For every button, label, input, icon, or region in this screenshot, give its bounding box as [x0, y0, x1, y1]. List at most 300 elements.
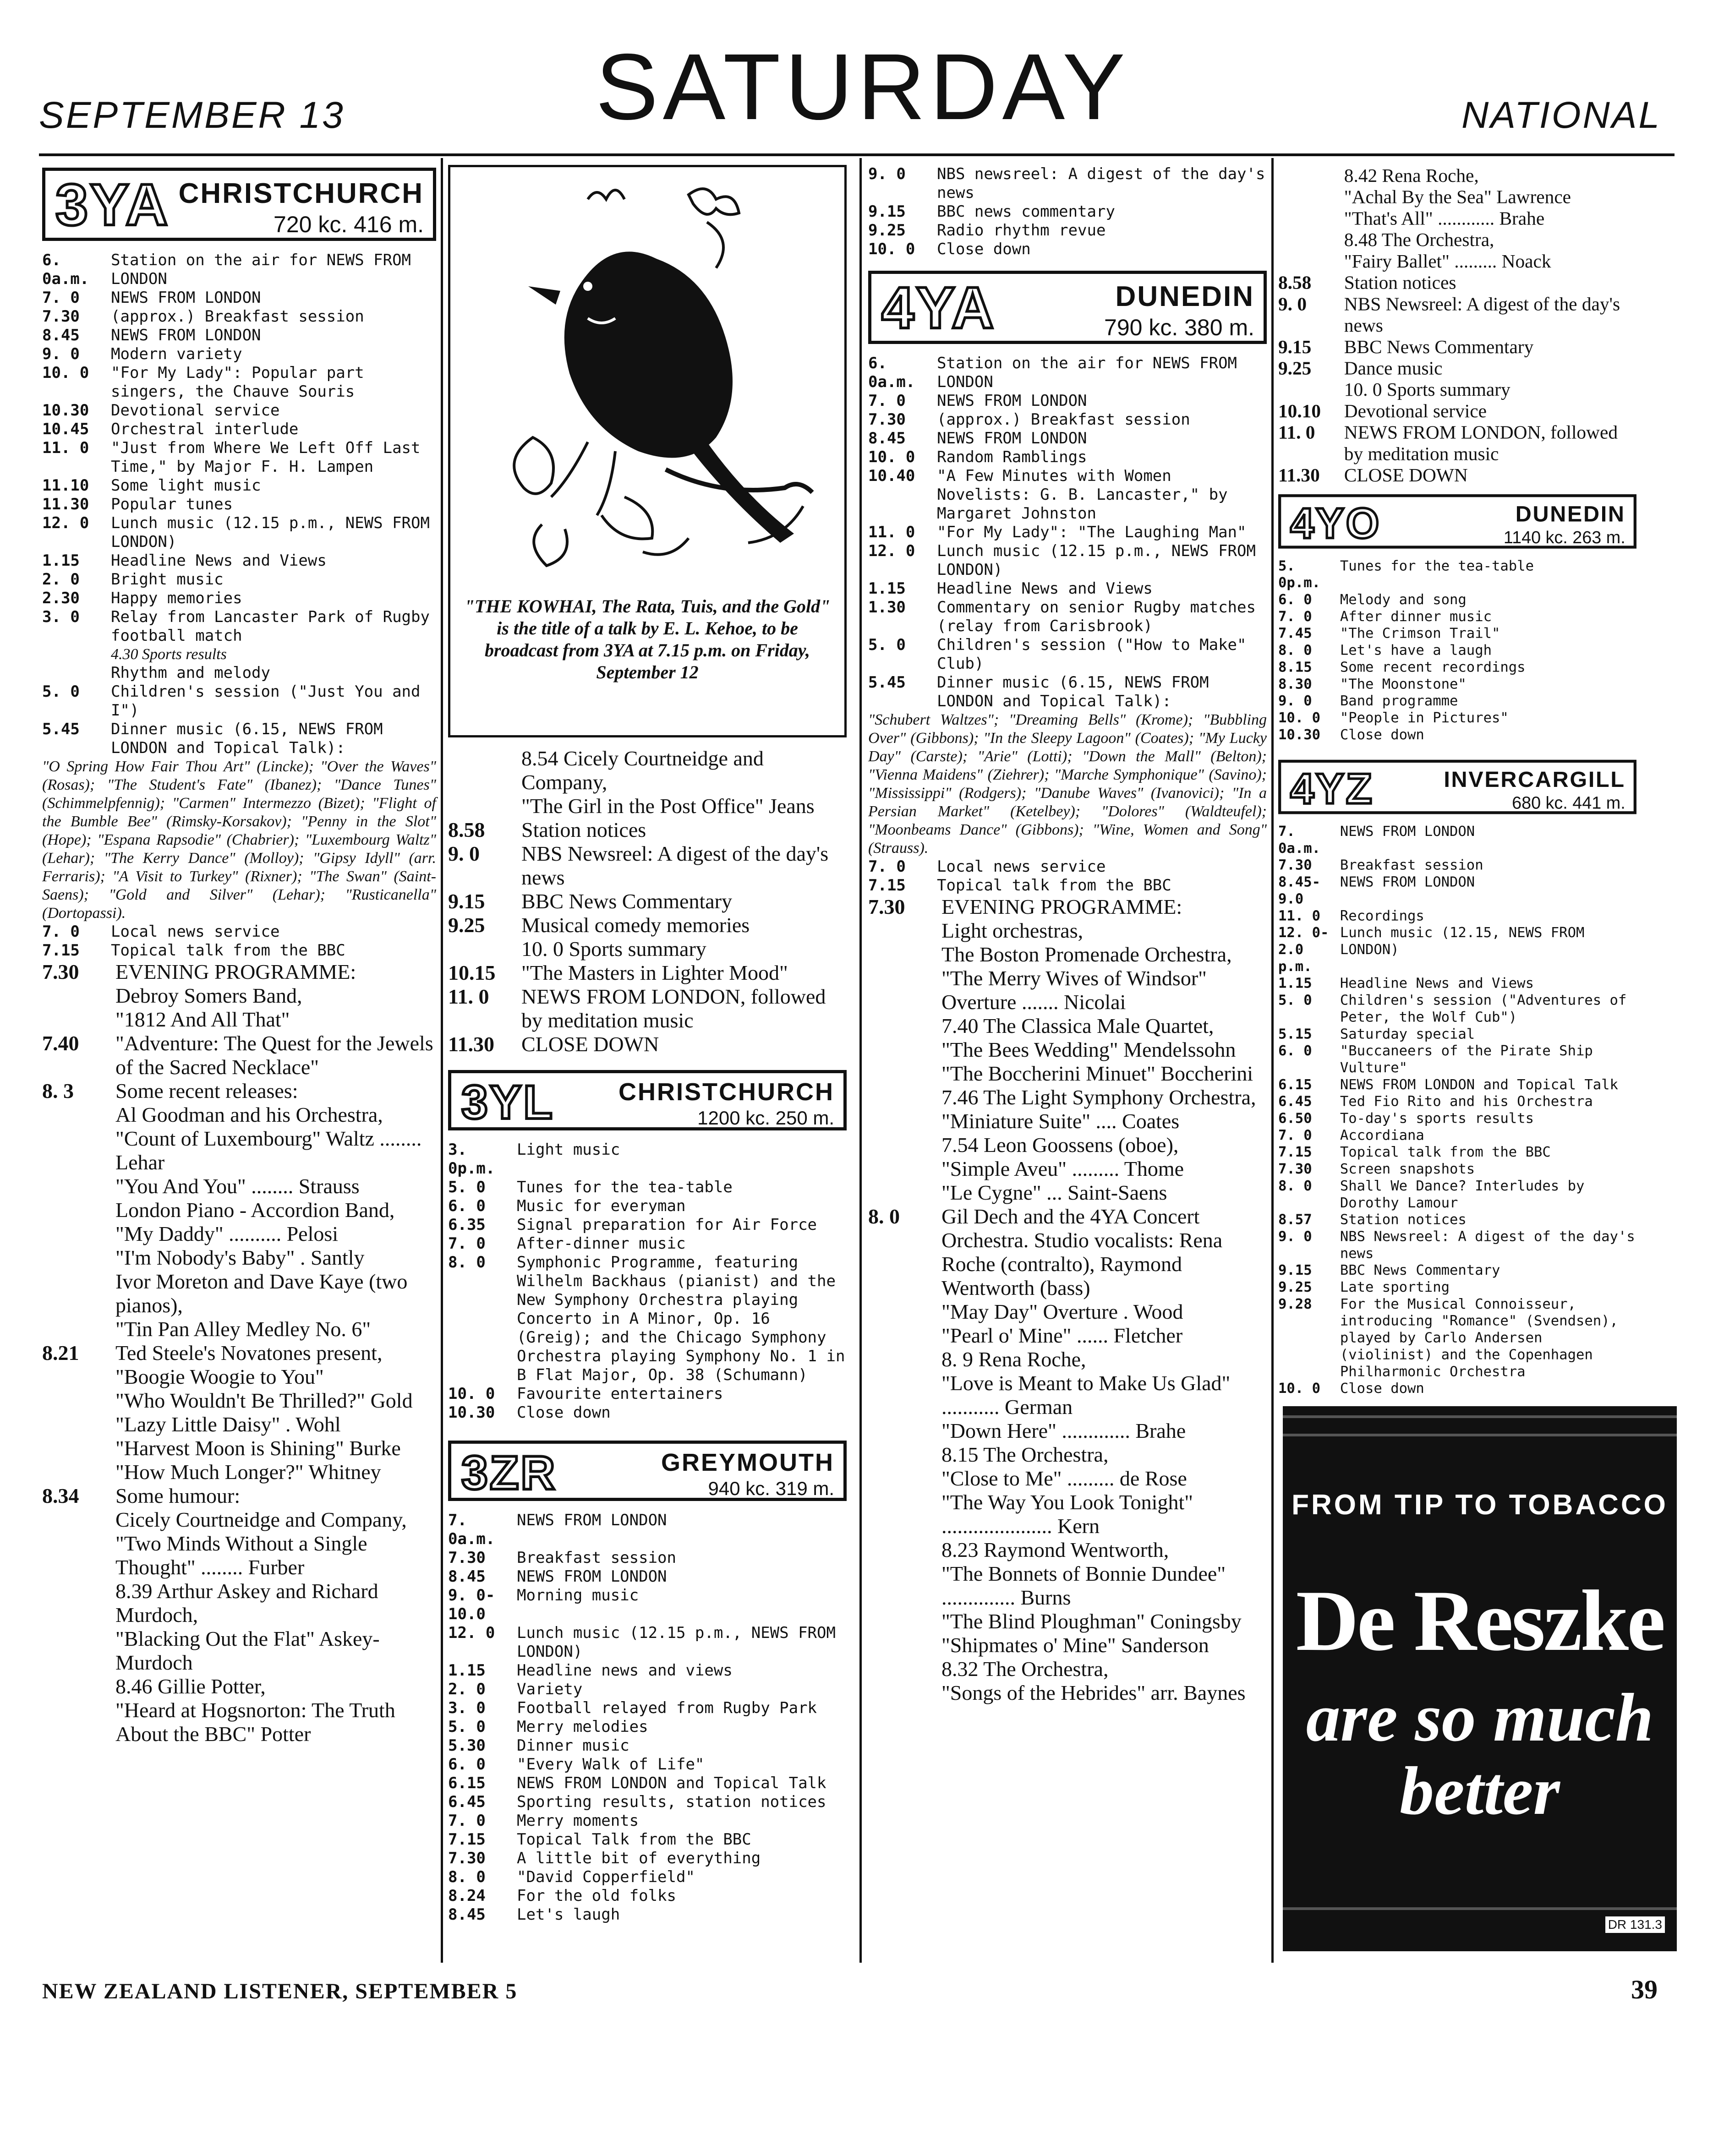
entry-text: Station notices	[1340, 1211, 1467, 1228]
entry-text: NEWS FROM LONDON	[937, 392, 1087, 410]
entry-text: Local news service	[111, 922, 280, 941]
entry-text: Signal preparation for Air Force	[517, 1216, 817, 1234]
entry-text: BBC news commentary	[937, 202, 1115, 221]
schedule-entry	[868, 240, 1267, 259]
entry-time: 9.15	[1278, 1262, 1312, 1279]
entry-text: Children's session ("Just You and I")	[111, 682, 421, 720]
schedule-3zr-late	[868, 165, 1267, 259]
entry-time: 8. 0	[868, 1205, 900, 1228]
entry-text: "The Merry Wives of Windsor" Overture ....... Nicolai	[941, 966, 1207, 1014]
entry-text: Station on the air for NEWS FROM LONDON	[111, 251, 411, 288]
advert-code: DR 131.3	[1605, 1916, 1665, 1933]
entry-text: "Heard at Hogsnorton: The Truth About the BBC" Potter	[115, 1698, 395, 1746]
entry-time: 8. 0	[1278, 1178, 1312, 1194]
schedule-entry	[448, 1755, 847, 1774]
entry-text: Some recent recordings	[1340, 659, 1526, 676]
entry-time: 11. 0	[1278, 421, 1315, 443]
schedule-entry	[868, 943, 1267, 966]
entry-time: 8.45	[868, 429, 906, 448]
entry-text: Dinner music (6.15, NEWS FROM LONDON and Topical Talk):	[111, 720, 383, 757]
entry-time: 5.30	[448, 1736, 486, 1755]
entry-time: 8.15	[1278, 659, 1312, 676]
entry-time	[42, 1508, 115, 1532]
schedule-entry	[42, 307, 436, 326]
entry-text: "1812 And All That"	[115, 1008, 290, 1031]
header-day: SATURDAY	[596, 34, 1130, 139]
entry-text: Close down	[1340, 726, 1424, 743]
column-divider	[441, 158, 443, 1963]
entry-time: 12. 0	[448, 1624, 495, 1642]
schedule-entry	[868, 1324, 1267, 1348]
schedule-entry	[868, 202, 1267, 221]
entry-time	[868, 1062, 941, 1086]
schedule-entry	[1278, 464, 1636, 486]
entry-time: 7. 0	[1278, 608, 1312, 625]
schedule-entry	[868, 354, 1267, 392]
entry-time	[448, 747, 521, 794]
entry-text: Let's laugh	[517, 1905, 620, 1924]
schedule-entry	[1278, 165, 1636, 186]
schedule-entry	[868, 1419, 1267, 1443]
entry-text: Children's session ("How to Make" Club)	[937, 636, 1247, 673]
entry-text: Lunch music (12.15 p.m., NEWS FROM LONDON)	[517, 1624, 836, 1661]
kowhai-illustration	[448, 165, 847, 737]
column-divider	[859, 158, 862, 1963]
entry-time: 8.45	[448, 1905, 486, 1924]
entry-time: 9.28	[1278, 1296, 1312, 1312]
schedule-entry	[42, 289, 436, 307]
entry-text: After-dinner music	[517, 1234, 686, 1253]
schedule-entry	[448, 1549, 847, 1567]
schedule-entry	[1278, 1127, 1636, 1144]
schedule-3ya-evening-intro	[42, 922, 436, 960]
schedule-entry	[1278, 625, 1636, 642]
entry-text: EVENING PROGRAMME:	[115, 960, 356, 983]
schedule-3ya-evening	[42, 960, 436, 1746]
entry-time: 5. 0	[1278, 992, 1312, 1009]
schedule-entry	[1278, 186, 1636, 208]
schedule-entry	[1278, 676, 1636, 693]
station-box-3yl	[448, 1070, 847, 1130]
entry-text: 8.23 Raymond Wentworth,	[941, 1538, 1169, 1561]
entry-time: 8.34	[42, 1484, 79, 1507]
entry-time: 8. 3	[42, 1079, 74, 1103]
entry-time: 7.45	[1278, 625, 1312, 642]
entry-text: Band programme	[1340, 693, 1458, 710]
entry-text: Orchestral interlude	[111, 420, 299, 438]
schedule-entry	[448, 1905, 847, 1924]
entry-time: 1.15	[448, 1661, 486, 1680]
schedule-entry	[1278, 1279, 1636, 1296]
schedule-entry	[448, 1699, 847, 1718]
entry-time: 1.15	[42, 551, 80, 570]
schedule-entry	[42, 1579, 436, 1627]
schedule-entry	[42, 984, 436, 1008]
schedule-entry	[448, 1718, 847, 1736]
schedule-entry	[448, 1511, 847, 1549]
entry-time: 3. 0	[42, 608, 80, 626]
entry-text: Tunes for the tea-table	[517, 1178, 733, 1196]
schedule-4yo	[1278, 557, 1636, 743]
entry-time	[868, 1443, 941, 1467]
schedule-entry	[42, 608, 436, 645]
entry-text: Dinner music	[517, 1736, 629, 1755]
entry-text: NEWS FROM LONDON	[1340, 873, 1475, 890]
entry-time: 7. 0	[1278, 1127, 1312, 1144]
entry-time: 8.57	[1278, 1211, 1312, 1228]
entry-time	[868, 1419, 941, 1443]
schedule-entry	[868, 1181, 1267, 1205]
entry-text: NEWS FROM LONDON	[517, 1567, 667, 1586]
entry-text: Station notices	[521, 818, 646, 841]
schedule-entry	[42, 1484, 436, 1508]
entry-text: "Count of Luxembourg" Waltz ........ Lehar	[115, 1127, 422, 1174]
entry-text: Happy memories	[111, 589, 242, 607]
entry-text: NEWS FROM LONDON and Topical Talk	[517, 1774, 826, 1792]
entry-time: 8.45-9.0	[1278, 873, 1321, 907]
header-network: NATIONAL	[1461, 94, 1661, 136]
schedule-entry	[42, 1222, 436, 1246]
entry-time: 5. 0	[448, 1178, 486, 1196]
entry-text: "The Boccherini Minuet" Boccherini	[941, 1062, 1253, 1085]
entry-time: 9. 0	[42, 345, 80, 363]
entry-text: Popular tunes	[111, 495, 233, 513]
station-frequency: 1200 kc. 250 m.	[697, 1107, 834, 1129]
schedule-entry	[868, 673, 1267, 711]
schedule-entry	[42, 345, 436, 364]
schedule-entry	[1278, 336, 1636, 358]
entry-time	[1278, 229, 1344, 251]
entry-text: "The Masters in Lighter Mood"	[521, 961, 788, 984]
station-frequency: 790 kc. 380 m.	[1104, 315, 1254, 340]
entry-time: 10.30	[1278, 726, 1321, 743]
advert-tagline: FROM TIP TO TOBACCO	[1292, 1489, 1668, 1521]
schedule-entry	[868, 1300, 1267, 1324]
entry-text: Topical talk from the BBC	[937, 876, 1171, 895]
station-city: CHRISTCHURCH	[618, 1078, 834, 1106]
schedule-entry	[448, 1661, 847, 1680]
schedule-3ya	[42, 251, 436, 645]
entry-text: "A Few Minutes with Women Novelists: G. B. Lancaster," by Margaret Johnston	[937, 467, 1228, 523]
schedule-entry	[42, 1389, 436, 1413]
entry-text: NBS Newsreel: A digest of the day's news	[521, 842, 829, 889]
schedule-entry	[42, 251, 436, 289]
sports-note: 4.30 Sports results	[111, 646, 227, 663]
schedule-entry	[1278, 992, 1636, 1026]
schedule-entry	[42, 1079, 436, 1103]
schedule-entry	[868, 966, 1267, 1014]
entry-time: 8.58	[1278, 272, 1312, 293]
schedule-4ya-late	[1278, 165, 1636, 486]
schedule-entry	[1278, 608, 1636, 625]
schedule-entry	[448, 1403, 847, 1422]
entry-text: Al Goodman and his Orchestra,	[115, 1103, 383, 1126]
schedule-entry	[42, 1032, 436, 1079]
entry-time	[868, 966, 941, 1014]
schedule-entry	[42, 1627, 436, 1675]
station-city: DUNEDIN	[1115, 281, 1254, 312]
entry-text: "For My Lady": Popular part singers, the Chauve Souris	[111, 364, 364, 401]
schedule-entry	[868, 448, 1267, 467]
column-2	[448, 165, 847, 1924]
entry-text: NEWS FROM LONDON, followed by meditation music	[1344, 421, 1618, 464]
entry-text: Children's session ("Adventures of Peter, the Wolf Cub")	[1340, 992, 1627, 1026]
entry-text: Topical Talk from the BBC	[517, 1830, 751, 1849]
entry-time: 11.30	[448, 1032, 494, 1056]
entry-time	[42, 1579, 115, 1627]
entry-time	[42, 1127, 115, 1174]
schedule-entry	[868, 1681, 1267, 1705]
schedule-4ya	[868, 354, 1267, 711]
entry-time: 7. 0	[868, 857, 906, 876]
schedule-entry	[448, 1830, 847, 1849]
entry-text: Headline News and Views	[1340, 975, 1534, 992]
entry-time	[868, 1538, 941, 1562]
schedule-entry	[868, 467, 1267, 523]
entry-time	[868, 1181, 941, 1205]
schedule-entry	[448, 985, 847, 1032]
schedule-entry	[1278, 874, 1636, 908]
entry-time: 12. 0-2.0 p.m.	[1278, 924, 1329, 975]
schedule-entry	[1278, 907, 1636, 924]
entry-time	[42, 1174, 115, 1198]
entry-text: "Lazy Little Daisy" . Wohl	[115, 1413, 341, 1436]
entry-time: 7.15	[1278, 1144, 1312, 1161]
entry-time: 10.15	[448, 961, 496, 984]
entry-time: 7. 0	[42, 289, 80, 307]
entry-text: Commentary on senior Rugby matches (relay from Carisbrook)	[937, 598, 1256, 635]
entry-time: 10.10	[1278, 400, 1321, 421]
schedule-entry	[868, 1490, 1267, 1538]
entry-text: "The Girl in the Post Office" Jeans	[521, 794, 815, 818]
entry-text: Headline News and Views	[937, 579, 1153, 598]
station-call-sign: 3YL	[461, 1076, 554, 1129]
entry-text: "Down Here" ............. Brahe	[941, 1419, 1186, 1442]
entry-time: 11. 0	[448, 985, 489, 1008]
schedule-entry	[42, 1103, 436, 1127]
entry-time	[1278, 165, 1344, 186]
entry-text: The Boston Promenade Orchestra,	[941, 943, 1232, 966]
schedule-entry	[1278, 642, 1636, 659]
schedule-entry	[868, 1610, 1267, 1633]
entry-text: For the old folks	[517, 1887, 676, 1905]
schedule-entry	[1278, 924, 1636, 975]
entry-text: Rhythm and melody	[111, 664, 270, 682]
schedule-entry	[448, 913, 847, 937]
column-4	[1278, 165, 1636, 1397]
entry-time: 10. 0	[868, 240, 915, 258]
station-city: INVERCARGILL	[1444, 767, 1625, 792]
entry-text: Late sporting	[1340, 1279, 1450, 1296]
entry-text: Breakfast session	[1340, 857, 1483, 873]
schedule-3yl	[448, 1141, 847, 1422]
entry-time: 6.15	[1278, 1076, 1312, 1093]
entry-time	[42, 1532, 115, 1579]
entry-text: Devotional service	[1344, 400, 1487, 421]
schedule-entry	[42, 514, 436, 551]
schedule-entry	[1278, 975, 1636, 992]
schedule-entry	[868, 542, 1267, 579]
entry-time	[868, 1086, 941, 1109]
entry-text: "Who Wouldn't Be Thrilled?" Gold	[115, 1389, 413, 1412]
schedule-entry	[448, 1868, 847, 1887]
entry-time: 9. 0	[448, 842, 480, 865]
entry-text: "People in Pictures"	[1340, 710, 1509, 726]
schedule-entry	[448, 1887, 847, 1905]
entry-time: 9.15	[868, 202, 906, 221]
schedule-entry	[1278, 251, 1636, 272]
entry-time	[42, 984, 115, 1008]
entry-text: CLOSE DOWN	[521, 1032, 659, 1056]
entry-text: "Boogie Woogie to You"	[115, 1365, 324, 1388]
entry-text: "Every Walk of Life"	[517, 1755, 705, 1774]
entry-time: 11. 0	[1278, 907, 1321, 924]
entry-time	[868, 1562, 941, 1610]
entry-text: After dinner music	[1340, 608, 1492, 625]
schedule-entry	[42, 401, 436, 420]
entry-time: 8.21	[42, 1341, 79, 1365]
schedule-entry	[868, 1157, 1267, 1181]
schedule-entry	[448, 961, 847, 985]
entry-time: 6. 0a.m.	[42, 251, 89, 288]
schedule-entry	[448, 1849, 847, 1868]
schedule-entry	[1278, 1212, 1636, 1228]
entry-text: 7.40 The Classica Male Quartet,	[941, 1014, 1214, 1037]
schedule-entry	[42, 1127, 436, 1174]
schedule-entry	[1278, 1228, 1636, 1262]
station-box-4ya	[868, 271, 1267, 344]
entry-text: Bright music	[111, 570, 224, 589]
entry-text: Merry moments	[517, 1812, 639, 1830]
entry-text: To-day's sports results	[1340, 1110, 1534, 1127]
entry-time	[42, 1365, 115, 1389]
schedule-entry	[868, 1062, 1267, 1086]
entry-text: Some recent releases:	[115, 1079, 298, 1103]
entry-time	[868, 919, 941, 943]
entry-time: 7.30	[1278, 857, 1312, 873]
entry-time	[868, 1014, 941, 1038]
entry-text: Station notices	[1344, 272, 1456, 293]
schedule-entry	[42, 922, 436, 941]
entry-time: 9. 0	[1278, 1228, 1312, 1245]
schedule-entry	[1278, 823, 1636, 857]
entry-text: NEWS FROM LONDON	[111, 289, 261, 307]
schedule-entry	[1278, 1380, 1636, 1397]
schedule-entry	[868, 1562, 1267, 1610]
station-frequency: 1140 kc. 263 m.	[1503, 527, 1625, 547]
entry-time: 7.30	[448, 1849, 486, 1867]
station-box-4yz	[1278, 760, 1636, 814]
schedule-entry	[42, 1270, 436, 1317]
entry-text: BBC News Commentary	[1340, 1262, 1500, 1279]
entry-text: Light music	[517, 1141, 620, 1159]
schedule-entry	[868, 523, 1267, 542]
station-city: CHRISTCHURCH	[178, 178, 424, 209]
schedule-entry	[868, 1348, 1267, 1371]
schedule-entry	[1278, 1110, 1636, 1127]
schedule-entry	[448, 747, 847, 794]
schedule-entry	[42, 1508, 436, 1532]
entry-text: 8.32 The Orchestra,	[941, 1657, 1109, 1681]
entry-time: 9. 0	[1278, 693, 1312, 710]
entry-time: 6. 0	[448, 1755, 486, 1774]
advert-brand: De Reszke	[1296, 1573, 1664, 1669]
entry-text: "David Copperfield"	[517, 1868, 695, 1886]
schedule-entry	[42, 1341, 436, 1365]
entry-time: 5. 0	[42, 682, 80, 701]
entry-time	[868, 1348, 941, 1371]
schedule-entry	[868, 1133, 1267, 1157]
station-box-3zr	[448, 1441, 847, 1501]
entry-text: Favourite entertainers	[517, 1385, 723, 1403]
entry-text: Relay from Lancaster Park of Rugby football match	[111, 608, 430, 645]
entry-time: 7.40	[42, 1032, 79, 1055]
station-call-sign: 4YZ	[1290, 765, 1374, 813]
entry-time: 2. 0	[42, 570, 80, 589]
schedule-entry	[868, 1109, 1267, 1133]
schedule-entry	[868, 876, 1267, 895]
schedule-entry	[1278, 1093, 1636, 1110]
entry-text: Cicely Courtneidge and Company,	[115, 1508, 407, 1531]
entry-time: 7. 0a.m.	[448, 1511, 495, 1548]
entry-text: "Tin Pan Alley Medley No. 6"	[115, 1317, 371, 1341]
entry-time: 7.15	[868, 876, 906, 895]
entry-text: Breakfast session	[517, 1549, 676, 1567]
entry-text: (approx.) Breakfast session	[111, 307, 364, 326]
entry-time: 2. 0	[448, 1680, 486, 1698]
station-frequency: 720 kc. 416 m.	[274, 212, 424, 237]
schedule-entry	[42, 1317, 436, 1341]
schedule-entry	[1278, 693, 1636, 710]
entry-time: 9.15	[448, 890, 485, 913]
entry-time	[42, 1103, 115, 1127]
entry-time: 7.15	[448, 1830, 486, 1849]
schedule-entry	[448, 1812, 847, 1830]
entry-time: 9. 0	[868, 165, 906, 183]
station-box-3ya	[42, 168, 436, 241]
entry-text: 8.15 The Orchestra,	[941, 1443, 1109, 1466]
entry-time	[42, 1222, 115, 1246]
schedule-entry	[868, 1633, 1267, 1657]
entry-time	[448, 937, 521, 961]
entry-text: Football relayed from Rugby Park	[517, 1699, 817, 1717]
schedule-entry	[448, 1216, 847, 1234]
entry-time: 8.24	[448, 1887, 486, 1905]
entry-time: 7. 0a.m.	[1278, 823, 1321, 857]
entry-text: EVENING PROGRAMME:	[941, 895, 1182, 918]
entry-time	[1278, 379, 1344, 400]
entry-time: 6.45	[448, 1793, 486, 1811]
entry-time	[42, 1270, 115, 1317]
schedule-entry	[42, 439, 436, 476]
schedule-entry	[448, 818, 847, 842]
entry-time	[868, 1633, 941, 1657]
entry-text: NEWS FROM LONDON	[937, 429, 1087, 448]
schedule-entry	[868, 410, 1267, 429]
schedule-entry	[868, 1086, 1267, 1109]
entry-time: 6.50	[1278, 1110, 1312, 1127]
schedule-entry	[448, 1141, 847, 1178]
entry-time: 9.25	[868, 221, 906, 240]
entry-time: 5. 0	[868, 636, 906, 654]
schedule-entry	[868, 221, 1267, 240]
schedule-entry	[42, 326, 436, 345]
entry-time: 9. 0-10.0	[448, 1586, 495, 1623]
schedule-entry	[448, 1586, 847, 1624]
entry-text: Dance music	[1344, 357, 1443, 379]
entry-text: 8.46 Gillie Potter,	[115, 1675, 266, 1698]
entry-time: 5. 0	[448, 1718, 486, 1736]
